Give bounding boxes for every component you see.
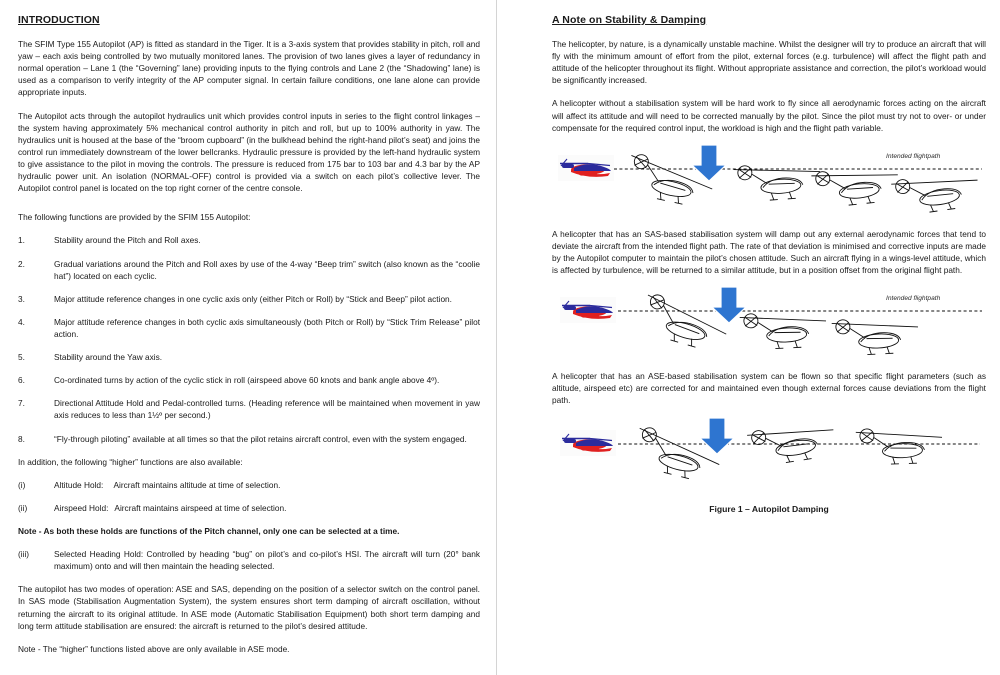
intro-paragraph-1: The SFIM Type 155 Autopilot (AP) is fitted as standard in the Tiger. It is a 3-axis system that provides stability in pitch, roll and yaw – each axis being controlled by two mutually monitored lanes. The provision of two lanes gives a layer of redundancy in normal operation – Lane 1 (the “Governing” lane) providing inputs to the flying controls and Lane 2 (the “Shadowing” lane) is used as a comparison to verify integrity of the AP computer signal. In certain failure conditions, one lane alone can provide appropriate inputs.: [18, 39, 480, 98]
intro-paragraph-2: The Autopilot acts through the autopilot hydraulics unit which provides control inputs in series to the flight control linkages – the system having approximately 5% mechanical control authority in pitch and roll, but up to 100% authority in yaw. The hydraulics unit is housed at the base of the “broom cupboard” (in the bulkhead behind the right-hand pilot’s seat) and joins the control run immediately downstream of the lower bellcranks. Hydraulic pressure is provided by the left-hand hydraulic system to give assistance to the pilot in moving the controls. The pressure is reduced from 175 bar to 103 bar and 4.3 bar by the AP hydraulic power unit. An isolation (NORMAL-OFF) control is provided via a switch on each pilot’s collective lever. The Autopilot control panel is located on the top right corner of the centre console.: [18, 110, 480, 194]
list-marker: (iii): [18, 549, 30, 560]
column-divider: [496, 0, 497, 675]
disturbance-arrow-icon: [700, 418, 734, 454]
list-item: [18, 479, 480, 491]
list-item-text: Altitude Hold: Aircraft maintains altitude at time of selection.: [54, 479, 281, 490]
colored-helicopter-icon: [558, 155, 614, 181]
list-item: [18, 351, 480, 363]
list-marker: 6.: [18, 375, 25, 386]
diagram-sas-stabilisation: [552, 287, 986, 359]
page-title-stability-damping: A Note on Stability & Damping: [552, 14, 707, 26]
lineart-helicopter-icon: [832, 316, 920, 356]
list-item: [18, 548, 480, 572]
page-title-introduction: INTRODUCTION: [18, 14, 100, 26]
lineart-helicopter-icon: [891, 169, 981, 217]
list-item-text: Major attitude reference changes in one cyclic axis only (either Pitch or Roll) by “Stick and Beep” pilot action.: [54, 293, 452, 304]
functions-list-intro: The following functions are provided by the SFIM 155 Autopilot:: [18, 212, 251, 223]
ase-paragraph: A helicopter that has an ASE-based stabilisation system can be flown so that specific flight parameters (such as altitude, airspeed etc) are corrected for and maintained even though external forces cause deviations from the flight path.: [552, 371, 986, 406]
lineart-helicopter-icon: [740, 310, 828, 350]
list-marker: 5.: [18, 352, 25, 363]
list-marker: 8.: [18, 433, 25, 444]
list-marker: 2.: [18, 258, 25, 269]
modes-paragraph: The autopilot has two modes of operation: ASE and SAS, depending on the position of a selector switch on the control panel. In SAS mode (Stabilisation Augmentation System), the system ensures short term damping of aircraft oscillation, without returning the aircraft to its original attitude. In ASE mode (Automatic Stabilisation Equipment) both short term damping and long term attitude stabilisation are ensured: the aircraft is returned to the pilot’s desired attitude.: [18, 584, 480, 631]
lineart-helicopter-icon: [733, 160, 821, 202]
diagram-no-stabilisation: [552, 145, 986, 217]
stability-paragraph-1: The helicopter, by nature, is a dynamically unstable machine. Whilst the designer will try to produce an aircraft that will fly with the minimum amount of effort from the pilot, external forces (e.g. turbulence) will affect the flight path and attitude of the helicopter throughout its flight. Without appropriate assistance and correction, the pilot’s workload would be significantly increased.: [552, 39, 986, 86]
figure-caption: Figure 1 – Autopilot Damping: [709, 503, 829, 514]
list-item-text: Airspeed Hold: Aircraft maintains airspeed at time of selection.: [54, 502, 287, 513]
list-item-text: Stability around the Pitch and Roll axes.: [54, 235, 201, 246]
higher-functions-intro: In addition, the following “higher” functions are also available:: [18, 456, 243, 467]
list-item: [18, 258, 480, 282]
lineart-helicopter-icon: [747, 418, 838, 467]
list-marker: (i): [18, 479, 26, 490]
colored-helicopter-icon: [560, 430, 616, 456]
lineart-helicopter-icon: [856, 426, 943, 465]
list-marker: 1.: [18, 235, 25, 246]
stability-paragraph-2: A helicopter without a stabilisation system will be hard work to fly since all aerodynamic forces acting on the aircraft will affect its attitude and will need to be corrected manually by the pilot. Since the pilot must try not to over- or under compensate for the required control input, the workload is high and the flight path variable.: [552, 98, 986, 133]
intended-flightpath-label: Intended flightpath: [886, 295, 941, 303]
list-item: [18, 433, 480, 445]
disturbance-arrow-icon: [692, 145, 726, 181]
list-item: [18, 502, 480, 514]
colored-helicopter-icon: [560, 297, 616, 323]
lineart-helicopter-icon: [811, 164, 900, 209]
list-item-text: Directional Attitude Hold and Pedal-controlled turns. (Heading reference will be maintained when movement in yaw axis reduces to less than 1½º per second.): [54, 398, 480, 421]
intended-flightpath-label: Intended flightpath: [886, 152, 941, 160]
right-column: [552, 0, 986, 525]
list-marker: 3.: [18, 293, 25, 304]
note-pitch-channel: Note - As both these holds are functions of the Pitch channel, only one can be selected at a time.: [18, 525, 400, 536]
list-item-text: Gradual variations around the Pitch and Roll axes by use of the 4-way “Beep trim” switch (also known as the “coolie hat”) located on each cyclic.: [54, 258, 480, 281]
note-ase-mode: Note - The “higher” functions listed above are only available in ASE mode.: [18, 643, 290, 654]
list-marker: 4.: [18, 316, 25, 327]
list-marker: (ii): [18, 502, 28, 513]
lineart-helicopter-icon: [638, 292, 732, 354]
list-item-text: Stability around the Yaw axis.: [54, 352, 163, 363]
list-item-text: Major attitude reference changes in both cyclic axis simultaneously (both Pitch or Roll) by “Stick Trim Release” pilot action.: [54, 316, 480, 339]
list-item-text: “Fly-through piloting” available at all times so that the pilot retains aircraft control, even with the system engaged.: [54, 433, 467, 444]
list-item: [18, 316, 480, 340]
list-item-text: Selected Heading Hold: Controlled by heading “bug” on pilot’s and co-pilot’s HSI. The aircraft will turn (20° bank maximum) onto and will then maintain the heading selected.: [54, 549, 480, 572]
list-item: [18, 234, 480, 246]
list-item-text: Co-ordinated turns by action of the cyclic stick in roll (airspeed above 60 knots and bank angle above 4º).: [54, 375, 440, 386]
list-item: [18, 293, 480, 305]
left-column: [18, 0, 480, 655]
list-item: [18, 374, 480, 386]
sas-paragraph: A helicopter that has an SAS-based stabilisation system will damp out any external aerodynamic forces that tend to deviate the aircraft from the intended flight path. The rate of that deviation is minimised and corrective inputs are made by the Autopilot computer to maintain the pilot’s chosen attitude. Such an aircraft flying in a wings-level attitude, which is affected by turbulence, will be returned to a similar attitude, but in a position offset from the original flight path.: [552, 228, 986, 276]
diagram-3-svg: [552, 418, 986, 490]
diagram-ase-stabilisation: [552, 418, 986, 514]
list-marker: 7.: [18, 398, 25, 409]
list-item: [18, 397, 480, 421]
